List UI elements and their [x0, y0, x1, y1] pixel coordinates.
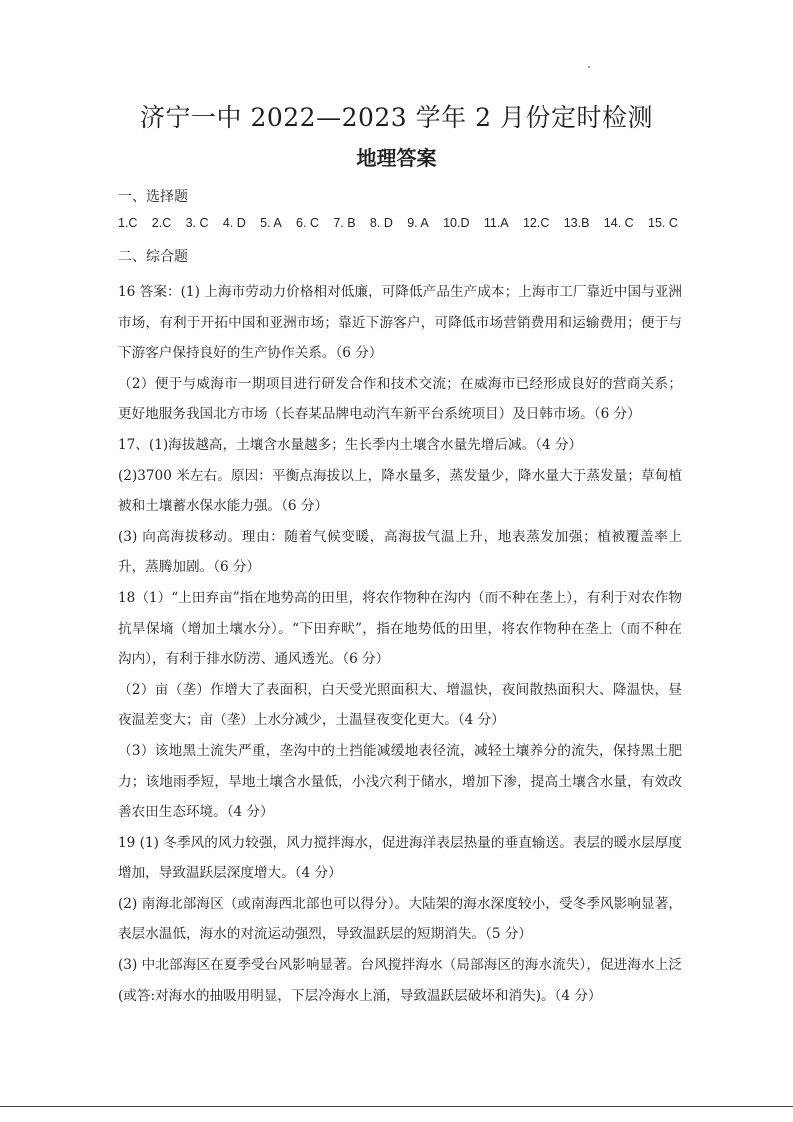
choice-answer: 6. C — [296, 216, 319, 230]
choice-answer: 11.A — [483, 216, 509, 230]
footer-divider — [0, 1106, 793, 1107]
answer-paragraph: （2）便于与威海市一期项目进行研发合作和技术交流；在威海市已经形成良好的营商关系；更好地服务我国北方市场（长春某品牌电动汽车新平台系统项目）及日韩市场。（6 分） — [118, 375, 682, 423]
choice-answer: 8. D — [369, 216, 393, 230]
choice-answer: 5. A — [260, 216, 282, 230]
answer-paragraph: (2) 南海北部海区（或南海西北部也可以得分）。大陆架的海水深度较小，受冬季风影响显著，表层水温低，海水的对流运动强烈，导致温跃层的短期消失。（5 分） — [118, 895, 682, 943]
choice-answer: 12.C — [522, 216, 550, 230]
choice-answer-list — [118, 216, 678, 230]
decorative-dot — [588, 66, 590, 68]
section-heading-comprehensive: 二、综合题 — [118, 249, 188, 265]
section-heading-choice: 一、选择题 — [118, 189, 188, 205]
answer-body — [118, 277, 682, 1011]
choice-answer: 2.C — [151, 216, 172, 230]
choice-answer: 14. C — [603, 216, 634, 230]
answer-paragraph: 19 (1) 冬季风的风力较强，风力搅拌海水，促进海洋表层热量的垂直输送。表层的暖水层厚度增加，导致温跃层深度增大。（4 分） — [118, 834, 682, 882]
choice-answer: 15. C — [648, 216, 678, 230]
answer-paragraph: 16 答案：(1) 上海市劳动力价格相对低廉，可降低产品生产成本；上海市工厂靠近中国与亚洲市场，有利于开拓中国和亚洲市场；靠近下游客户，可降低市场营销费用和运输费用；便于与下游客户保持良好的生产协作关系。（6 分） — [118, 284, 682, 362]
choice-answer: 13.B — [563, 216, 590, 230]
choice-answer: 10.D — [443, 216, 470, 230]
page-subtitle: 地理答案 — [356, 146, 437, 170]
choice-answer: 1.C — [118, 216, 138, 230]
answer-paragraph: （2）亩（垄）作增大了表面积，白天受光照面积大、增温快，夜间散热面积大、降温快，昼夜温差变大；亩（垄）上水分减少，土温昼夜变化更大。（4 分） — [118, 681, 682, 729]
choice-answer: 4. D — [222, 216, 246, 230]
page-title: 济宁一中 2022—2023 学年 2 月份定时检测 — [140, 103, 653, 132]
choice-answer: 9. A — [407, 216, 429, 230]
answer-paragraph: （3）该地黑土流失严重，垄沟中的土挡能减缓地表径流，减轻土壤养分的流失，保持黑土肥力；该地雨季短，旱地土壤含水量低，小浅穴利于储水，增加下渗，提高土壤含水量，有效改善农田生态环境。（4 分） — [118, 742, 682, 821]
answer-paragraph: 17、(1)海拔越高，土壤含水量越多；生长季内土壤含水量先增后减。（4 分） — [118, 436, 583, 453]
choice-answer: 3. C — [185, 216, 209, 230]
answer-paragraph: (2)3700 米左右。原因：平衡点海拔以上，降水量多，蒸发量少，降水量大于蒸发量；草甸植被和土壤蓄水保水能力强。（6 分） — [118, 467, 682, 515]
answer-paragraph: 18（1）“上田弃亩”指在地势高的田里，将农作物种在沟内（而不种在垄上），有利于对农作物抗旱保墒（增加土壤水分）。“下田弃畎”，指在地势低的田里，将农作物种在垄上（而不种在沟内），有利于排水防涝、通风透光。（6 分） — [118, 589, 682, 668]
choice-answer: 7. B — [333, 216, 356, 230]
answer-paragraph: (3) 向高海拔移动。理由：随着气候变暖，高海拔气温上升，地表蒸发加强；植被覆盖率上升，蒸腾加剧。（6 分） — [118, 528, 682, 576]
answer-paragraph: (3) 中北部海区在夏季受台风影响显著。台风搅拌海水（局部海区的海水流失），促进海水上泛(或答:对海水的抽吸用明显，下层冷海水上涌，导致温跃层破坏和消失)。（4 分） — [118, 957, 682, 1004]
